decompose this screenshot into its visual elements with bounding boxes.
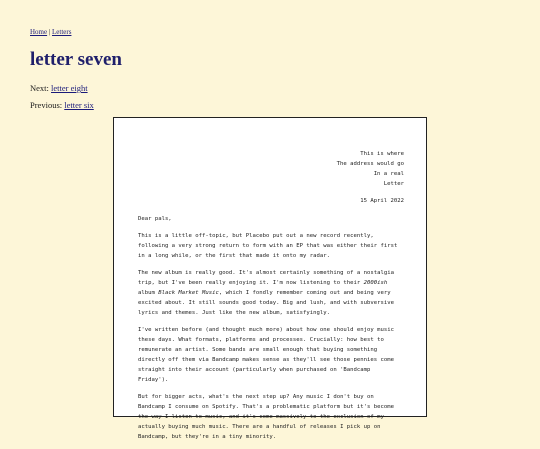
- breadcrumb-letters-link[interactable]: Letters: [52, 28, 72, 36]
- previous-label: Previous:: [30, 100, 65, 110]
- address-line: In a real: [373, 171, 404, 177]
- letter-greeting: Dear pals,: [138, 216, 172, 222]
- letter-paragraph: But for bigger acts, what's the next step up? Any music I don't buy on Bandcamp I consume on Spotify. That's a problematic platform but it's become the way I listen to music, and it's come massively to the exclusion of my actually buying much music. There are a handful of releases I pick up on Bandcamp, but they're in a tiny minority.: [138, 394, 394, 440]
- paragraph-text: album: [138, 290, 159, 296]
- page-title: letter seven: [30, 49, 122, 70]
- letter-page: [113, 117, 427, 440]
- album-title: Black Market Music: [158, 290, 219, 296]
- next-label: Next:: [30, 83, 52, 93]
- address-line: Letter: [383, 181, 404, 187]
- letter-paragraph: I've written before (and thought much more) about how one should enjoy music these days. What formats, platforms and processes. Crucially: how best to remunerate an artist. Some bands are small enough that buying something directly off them via Bandcamp makes sense as they'll see those pennies come straight into their account (particularly when purchased on 'Bandcamp Friday').: [138, 327, 394, 383]
- address-line: The address would go: [336, 161, 404, 167]
- next-letter-link[interactable]: letter eight: [51, 83, 88, 93]
- letter-body: [138, 214, 404, 449]
- letter-address: [337, 149, 404, 189]
- paragraph-text: , which I fondly remember coming out and being very excited about. It still sounds good today. Big and lush, and with subversive lyrics and themes. Just like the new album, satisfyingly.: [138, 290, 394, 316]
- letter-date: 15 April 2022: [360, 198, 404, 204]
- previous-nav: [30, 100, 94, 110]
- breadcrumb-home-link[interactable]: Home: [30, 28, 48, 36]
- paragraph-italic: 2000ish: [363, 280, 388, 286]
- address-line: This is where: [360, 151, 404, 157]
- letter-paragraph: This is a little off-topic, but Placebo put out a new record recently, following a very strong return to form with an EP that was either their first in a long while, or the first that made it onto my radar.: [138, 233, 398, 259]
- breadcrumb: [30, 28, 71, 36]
- next-nav: [30, 83, 88, 93]
- paragraph-text: The new album is really good. It's almost certainly something of a nostalgia trip, but I've been really enjoying it. I'm now listening to their: [138, 270, 394, 286]
- breadcrumb-separator: |: [47, 28, 53, 36]
- previous-letter-link[interactable]: letter six: [64, 100, 94, 110]
- letter-paragraph: [138, 268, 404, 318]
